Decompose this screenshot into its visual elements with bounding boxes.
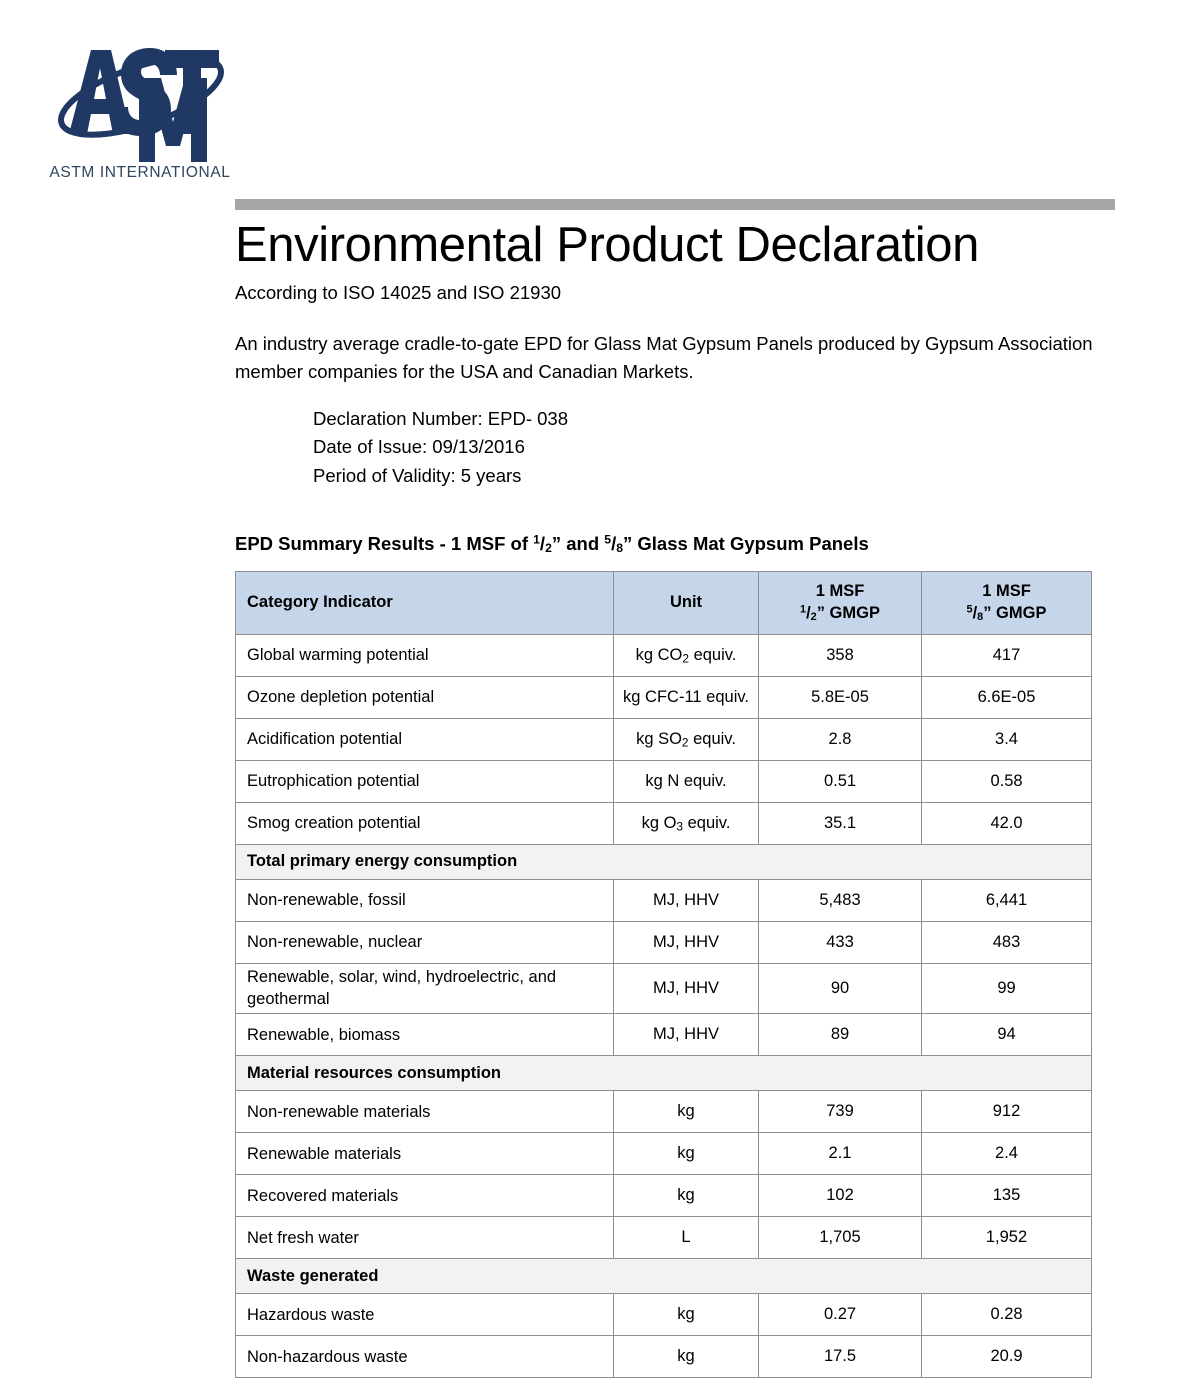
column-header-half-fraction: $^1/_2$ bbox=[800, 603, 817, 623]
cell-unit: kg bbox=[614, 1336, 759, 1378]
table-row bbox=[236, 1133, 1092, 1175]
table-row bbox=[236, 634, 1092, 676]
cell-value-half-gmgp: 2.8 bbox=[759, 718, 922, 760]
cell-value-half-gmgp: 90 bbox=[759, 963, 922, 1014]
summary-heading-mid: ” and bbox=[551, 532, 605, 554]
column-header-half-line1: 1 MSF bbox=[815, 582, 865, 601]
cell-indicator: Non-renewable, nuclear bbox=[236, 921, 614, 963]
declaration-meta bbox=[235, 405, 1115, 491]
table-row bbox=[236, 1217, 1092, 1259]
table-row bbox=[236, 1336, 1092, 1378]
table-row bbox=[236, 963, 1092, 1014]
cell-value-five-eighths-gmgp: 6,441 bbox=[922, 879, 1092, 921]
cell-indicator: Non-renewable materials bbox=[236, 1091, 614, 1133]
fraction-numerator: 5 bbox=[604, 532, 612, 547]
fraction-numerator: 1 bbox=[533, 532, 540, 547]
epd-summary-table bbox=[235, 571, 1092, 1379]
cell-value-five-eighths-gmgp: 483 bbox=[922, 921, 1092, 963]
cell-unit: kg bbox=[614, 1091, 759, 1133]
astm-logo-block bbox=[34, 22, 246, 182]
cell-value-five-eighths-gmgp: 135 bbox=[922, 1175, 1092, 1217]
cell-value-half-gmgp: 17.5 bbox=[759, 1336, 922, 1378]
cell-value-five-eighths-gmgp: 0.58 bbox=[922, 760, 1092, 802]
cell-indicator: Global warming potential bbox=[236, 634, 614, 676]
fraction-denominator: 2 bbox=[810, 610, 817, 623]
group-label: Waste generated bbox=[236, 1259, 1092, 1294]
cell-unit: kg bbox=[614, 1294, 759, 1336]
cell-value-five-eighths-gmgp: 3.4 bbox=[922, 718, 1092, 760]
column-header-half-suffix: ” GMGP bbox=[816, 603, 880, 622]
table-row bbox=[236, 1091, 1092, 1133]
table-row bbox=[236, 921, 1092, 963]
cell-value-half-gmgp: 739 bbox=[759, 1091, 922, 1133]
column-header-unit: Unit bbox=[614, 571, 759, 634]
cell-indicator: Renewable, biomass bbox=[236, 1014, 614, 1056]
group-label: Material resources consumption bbox=[236, 1056, 1092, 1091]
cell-value-half-gmgp: 5,483 bbox=[759, 879, 922, 921]
cell-unit: kg bbox=[614, 1133, 759, 1175]
cell-indicator: Hazardous waste bbox=[236, 1294, 614, 1336]
group-label: Total primary energy consumption bbox=[236, 844, 1092, 879]
cell-value-half-gmgp: 35.1 bbox=[759, 802, 922, 844]
date-of-issue: Date of Issue: 09/13/2016 bbox=[313, 436, 525, 458]
column-header-half-gmgp bbox=[759, 571, 922, 634]
cell-indicator: Eutrophication potential bbox=[236, 760, 614, 802]
cell-unit: MJ, HHV bbox=[614, 1014, 759, 1056]
summary-heading bbox=[235, 533, 1115, 555]
unit-subscript: 2 bbox=[681, 735, 689, 750]
document-content bbox=[235, 218, 1115, 1378]
column-header-five-eighths-suffix: ” GMGP bbox=[983, 603, 1047, 622]
summary-heading-suffix: ” Glass Mat Gypsum Panels bbox=[623, 532, 869, 554]
cell-indicator: Smog creation potential bbox=[236, 802, 614, 844]
fraction-numerator: 5 bbox=[966, 603, 973, 616]
cell-value-half-gmgp: 1,705 bbox=[759, 1217, 922, 1259]
cell-value-five-eighths-gmgp: 2.4 bbox=[922, 1133, 1092, 1175]
table-body bbox=[236, 634, 1092, 1378]
cell-indicator: Ozone depletion potential bbox=[236, 676, 614, 718]
table-row bbox=[236, 1294, 1092, 1336]
cell-unit: kg bbox=[614, 1175, 759, 1217]
column-header-indicator: Category Indicator bbox=[236, 571, 614, 634]
table-row bbox=[236, 802, 1092, 844]
cell-value-half-gmgp: 2.1 bbox=[759, 1133, 922, 1175]
cell-value-five-eighths-gmgp: 99 bbox=[922, 963, 1092, 1014]
cell-value-half-gmgp: 0.51 bbox=[759, 760, 922, 802]
cell-value-half-gmgp: 358 bbox=[759, 634, 922, 676]
table-header bbox=[236, 571, 1092, 634]
cell-value-five-eighths-gmgp: 912 bbox=[922, 1091, 1092, 1133]
cell-unit: kg CO2 equiv. bbox=[614, 634, 759, 676]
cell-value-five-eighths-gmgp: 1,952 bbox=[922, 1217, 1092, 1259]
declaration-number: Declaration Number: EPD- 038 bbox=[313, 407, 568, 429]
table-row bbox=[236, 760, 1092, 802]
cell-value-half-gmgp: 102 bbox=[759, 1175, 922, 1217]
table-header-row bbox=[236, 571, 1092, 634]
fraction-numerator: 1 bbox=[800, 603, 807, 616]
summary-heading-prefix: EPD Summary Results - 1 MSF of bbox=[235, 532, 534, 554]
cell-value-five-eighths-gmgp: 6.6E-05 bbox=[922, 676, 1092, 718]
table-group-row bbox=[236, 1259, 1092, 1294]
cell-unit: kg SO2 equiv. bbox=[614, 718, 759, 760]
cell-unit: kg N equiv. bbox=[614, 760, 759, 802]
cell-unit: kg CFC-11 equiv. bbox=[614, 676, 759, 718]
column-header-five-eighths-fraction: $^5/_8$ bbox=[966, 603, 984, 623]
cell-unit: MJ, HHV bbox=[614, 879, 759, 921]
fraction-denominator: 8 bbox=[977, 610, 984, 623]
summary-heading-fraction-half: $^1/_2$ bbox=[533, 532, 552, 555]
cell-value-five-eighths-gmgp: 42.0 bbox=[922, 802, 1092, 844]
cell-unit: L bbox=[614, 1217, 759, 1259]
cell-unit: MJ, HHV bbox=[614, 921, 759, 963]
cell-value-half-gmgp: 433 bbox=[759, 921, 922, 963]
cell-value-five-eighths-gmgp: 20.9 bbox=[922, 1336, 1092, 1378]
table-row bbox=[236, 676, 1092, 718]
cell-indicator: Net fresh water bbox=[236, 1217, 614, 1259]
column-header-five-eighths-line1: 1 MSF bbox=[982, 582, 1031, 601]
page-title: Environmental Product Declaration bbox=[235, 218, 979, 272]
cell-unit: MJ, HHV bbox=[614, 963, 759, 1014]
cell-value-five-eighths-gmgp: 0.28 bbox=[922, 1294, 1092, 1336]
cell-value-half-gmgp: 89 bbox=[759, 1014, 922, 1056]
cell-indicator: Renewable, solar, wind, hydroelectric, and geothermal bbox=[236, 963, 614, 1014]
table-group-row bbox=[236, 1056, 1092, 1091]
header-rule bbox=[235, 199, 1115, 210]
cell-value-five-eighths-gmgp: 94 bbox=[922, 1014, 1092, 1056]
cell-indicator: Recovered materials bbox=[236, 1175, 614, 1217]
unit-subscript: 3 bbox=[676, 819, 684, 834]
cell-value-five-eighths-gmgp: 417 bbox=[922, 634, 1092, 676]
table-row bbox=[236, 879, 1092, 921]
cell-indicator: Non-hazardous waste bbox=[236, 1336, 614, 1378]
unit-subscript: 2 bbox=[682, 651, 689, 666]
standards-subtitle: According to ISO 14025 and ISO 21930 bbox=[235, 281, 562, 303]
intro-paragraph: An industry average cradle-to-gate EPD for Glass Mat Gypsum Panels produced by Gypsum Association member companies for the USA and Canadian Markets. bbox=[235, 333, 1093, 383]
cell-indicator: Non-renewable, fossil bbox=[236, 879, 614, 921]
fraction-denominator: 2 bbox=[545, 540, 552, 555]
table-row bbox=[236, 1014, 1092, 1056]
table-row bbox=[236, 1175, 1092, 1217]
column-header-five-eighths-gmgp bbox=[922, 571, 1092, 634]
cell-value-half-gmgp: 0.27 bbox=[759, 1294, 922, 1336]
cell-unit: kg O3 equiv. bbox=[614, 802, 759, 844]
cell-indicator: Renewable materials bbox=[236, 1133, 614, 1175]
cell-indicator: Acidification potential bbox=[236, 718, 614, 760]
astm-logo-icon bbox=[53, 22, 228, 162]
fraction-denominator: 8 bbox=[616, 540, 624, 555]
table-group-row bbox=[236, 844, 1092, 879]
period-of-validity: Period of Validity: 5 years bbox=[313, 465, 522, 487]
astm-wordmark: ASTM INTERNATIONAL bbox=[49, 164, 231, 181]
table-row bbox=[236, 718, 1092, 760]
summary-heading-fraction-five-eighths: $^5/_8$ bbox=[604, 532, 624, 555]
cell-value-half-gmgp: 5.8E-05 bbox=[759, 676, 922, 718]
